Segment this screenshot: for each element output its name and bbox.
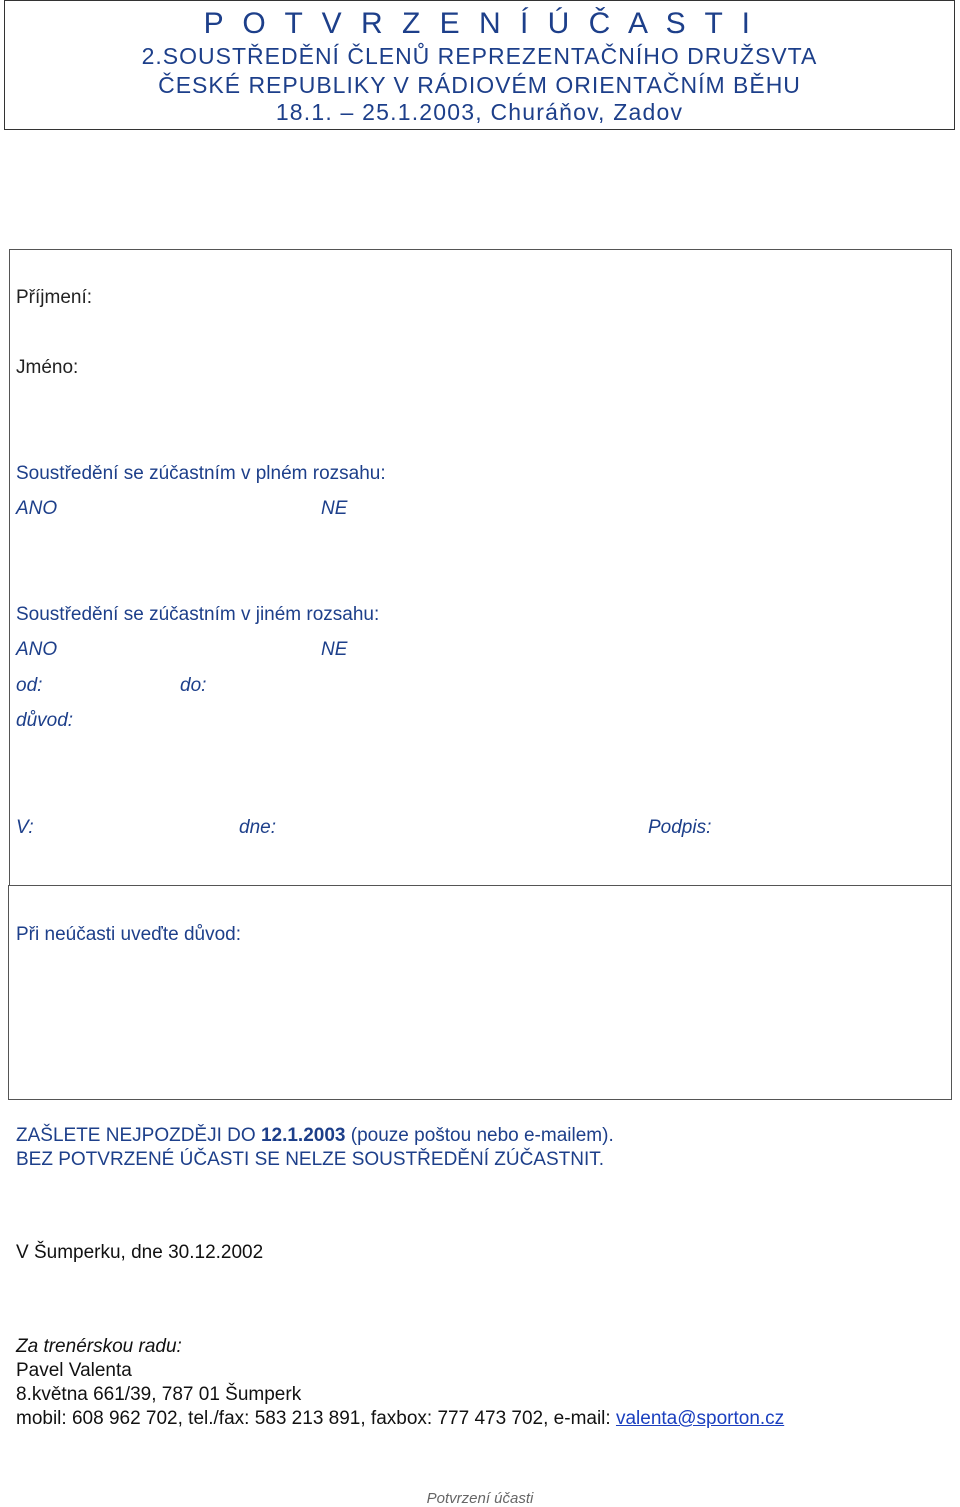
send-suffix: (pouze poštou nebo e-mailem).	[345, 1125, 614, 1146]
other-scope-label: Soustředění se zúčastním v jiném rozsahu:	[16, 604, 380, 625]
form-box	[9, 249, 952, 886]
to-label: do:	[180, 675, 207, 696]
name-label: Jméno:	[16, 357, 79, 378]
other-scope-yes[interactable]: ANO	[16, 639, 58, 660]
absence-label: Při neúčasti uveďte důvod:	[16, 924, 242, 945]
header-dates: 18.1. – 25.1.2003, Churáňov, Zadov	[275, 99, 684, 125]
full-scope-no[interactable]: NE	[321, 498, 348, 519]
from-label: od:	[16, 675, 43, 696]
contact-name: Pavel Valenta	[16, 1360, 132, 1381]
place-label: V:	[16, 817, 34, 838]
header-line-1: 2.SOUSTŘEDĚNÍ ČLENŮ REPREZENTAČNÍHO DRUŽSVTA	[141, 43, 818, 69]
page-footer: Potvrzení účasti	[426, 1490, 534, 1507]
surname-label: Příjmení:	[16, 287, 93, 308]
other-scope-no[interactable]: NE	[321, 639, 348, 660]
place-date-line: V Šumperku, dne 30.12.2002	[16, 1242, 264, 1263]
contact-heading: Za trenérskou radu:	[16, 1336, 182, 1357]
absence-box	[8, 885, 952, 1100]
full-scope-yes[interactable]: ANO	[16, 498, 58, 519]
contact-phones-text: mobil: 608 962 702, tel./fax: 583 213 891, faxbox: 777 473 702, e-mail:	[16, 1408, 616, 1429]
full-scope-label: Soustředění se zúčastním v plném rozsahu:	[16, 463, 386, 484]
send-deadline	[16, 1125, 614, 1147]
header-box	[4, 0, 955, 130]
contact-address: 8.května 661/39, 787 01 Šumperk	[16, 1384, 302, 1405]
warning-text: BEZ POTVRZENÉ ÚČASTI SE NELZE SOUSTŘEDĚNÍ ZÚČASTNIT.	[16, 1149, 605, 1170]
signature-label: Podpis:	[648, 817, 712, 838]
contact-phones	[16, 1408, 784, 1430]
send-date: 12.1.2003	[260, 1125, 346, 1146]
date-label: dne:	[239, 817, 276, 838]
document-title: P O T V R Z E N Í Ú Č A S T I	[203, 7, 756, 40]
email-link[interactable]: valenta@sporton.cz	[615, 1408, 785, 1429]
reason-label: důvod:	[16, 710, 74, 731]
header-line-2: ČESKÉ REPUBLIKY V RÁDIOVÉM ORIENTAČNÍM BĚHU	[158, 72, 801, 98]
send-prefix: ZAŠLETE NEJPOZDĚJI DO	[16, 1125, 261, 1146]
